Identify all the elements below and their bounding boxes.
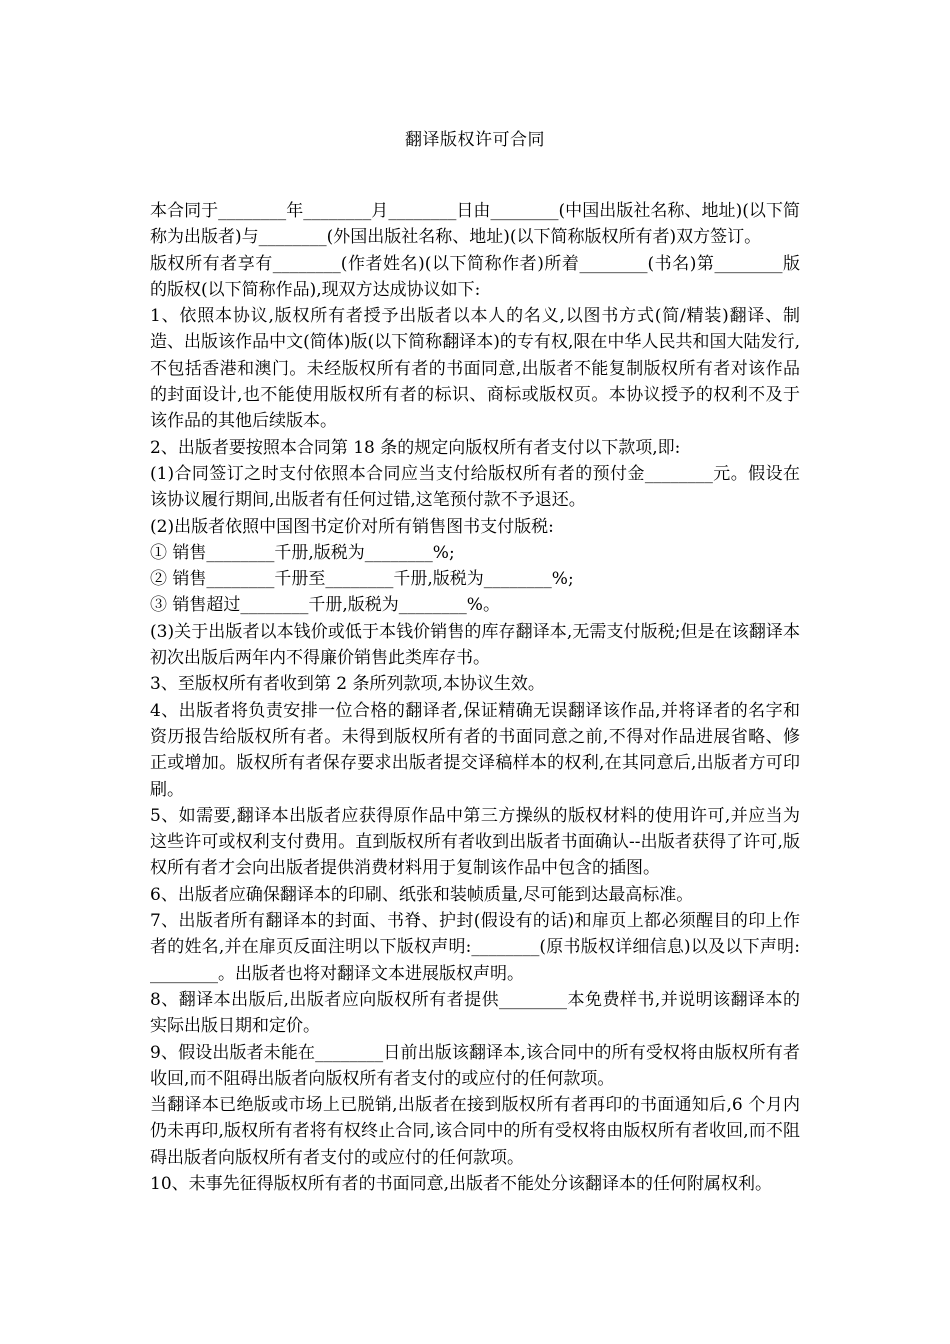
paragraph-clause-1: 1、依照本协议,版权所有者授予出版者以本人的名义,以图书方式(简/精装)翻译、制造、出版该作品中文(简体)版(以下简称翻译本)的专有权,限在中华人民共和国大陆发行,不包括香港和澳门。未经版权所有者的书面同意,出版者不能复制版权所有者对该作品的封面设计,也不能使用版权所有者的标识、商标或版权页。本协议授予的权利不及于该作品的其他后续版本。 — [150, 306, 800, 432]
paragraph-clause-5: 5、如需要,翻译本出版者应获得原作品中第三方操纵的版权材料的使用许可,并应当为这些许可或权利支付费用。直到版权所有者收到出版者书面确认--出版者获得了许可,版权所有者才会向出版者提供消费材料用于复制该作品中包含的插图。 — [150, 805, 800, 879]
paragraph-royalty-tier-1: ① 销售________千册,版税为________%; — [150, 542, 455, 563]
document-title: 翻译版权许可合同 — [405, 130, 545, 150]
paragraph-clause-2-3: (3)关于出版者以本钱价或低于本钱价销售的库存翻译本,无需支付版税;但是在该翻译本初次出版后两年内不得廉价销售此类库存书。 — [150, 621, 800, 669]
paragraph-clause-10: 10、未事先征得版权所有者的书面同意,出版者不能处分该翻译本的任何附属权利。 — [150, 1173, 773, 1194]
paragraph-clause-8: 8、翻译本出版后,出版者应向版权所有者提供________本免费样书,并说明该翻译本的实际出版日期和定价。 — [150, 989, 800, 1037]
paragraph-royalty-tier-2: ② 销售________千册至________千册,版税为________%; — [150, 569, 574, 590]
paragraph-clause-9: 9、假设出版者未能在________日前出版该翻译本,该合同中的所有受权将由版权所有者收回,而不阻碍出版者向版权所有者支付的或应付的任何款项。 — [150, 1042, 800, 1089]
paragraph-clause-6: 6、出版者应确保翻译本的印刷、纸张和装帧质量,尽可能到达最高标准。 — [150, 884, 694, 905]
paragraph-clause-9-continued: 当翻译本已绝版或市场上已脱销,出版者在接到版权所有者再印的书面通知后,6 个月内仍未再印,版权所有者将有权终止合同,该合同中的所有受权将由版权所有者收回,而不阻碍出版者向版权所有者支付的或应付的任何款项。 — [150, 1095, 800, 1168]
paragraph-clause-2-2: (2)出版者依照中国图书定价对所有销售图书支付版税: — [150, 516, 554, 537]
paragraph-clause-3: 3、至版权所有者收到第 2 条所列款项,本协议生效。 — [150, 674, 545, 695]
document-body — [150, 198, 800, 1197]
paragraph-preamble: 本合同于________年________月________日由________(中国出版社名称、地址)(以下简称为出版者)与________(外国出版社名称、地址)(以下简称版权所有者)双方签订。 — [150, 201, 800, 248]
paragraph-clause-4: 4、出版者将负责安排一位合格的翻译者,保证精确无误翻译该作品,并将译者的名字和资历报告给版权所有者。未得到版权所有者的书面同意之前,不得对作品进展省略、修正或增加。版权所有者保存要求出版者提交译稿样本的权利,在其同意后,出版者方可印刷。 — [150, 700, 800, 800]
paragraph-clause-7: 7、出版者所有翻译本的封面、书脊、护封(假设有的话)和扉页上都必须醒目的印上作者的姓名,并在扉页反面注明以下版权声明:________(原书版权详细信息)以及以下声明:________。出版者也将对翻译文本进展版权声明。 — [150, 911, 800, 984]
paragraph-copyright-owner: 版权所有者享有________(作者姓名)(以下简称作者)所着________(书名)第________版的版权(以下简称作品),现双方达成协议如下: — [150, 253, 800, 300]
paragraph-clause-2: 2、出版者要按照本合同第 18 条的规定向版权所有者支付以下款项,即: — [150, 437, 681, 458]
paragraph-clause-2-1: (1)合同签订之时支付依照本合同应当支付给版权所有者的预付金________元。假设在该协议履行期间,出版者有任何过错,这笔预付款不予退还。 — [150, 463, 800, 511]
paragraph-royalty-tier-3: ③ 销售超过________千册,版税为________%。 — [150, 595, 500, 616]
